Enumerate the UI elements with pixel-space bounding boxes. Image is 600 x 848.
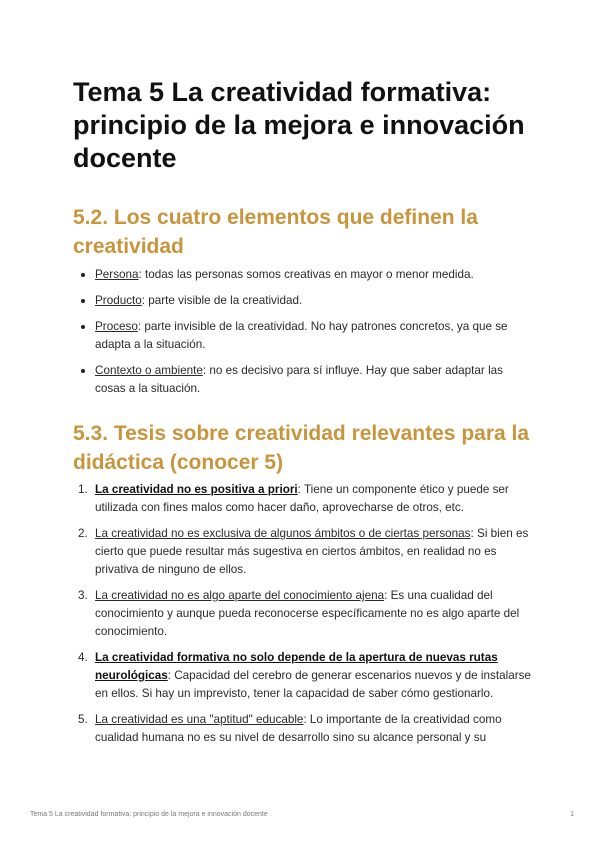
thesis-list — [73, 481, 533, 755]
list-item-term: Persona — [95, 268, 139, 281]
list-item — [73, 711, 533, 747]
list-item-text: : todas las personas somos creativas en mayor o menor medida. — [138, 268, 474, 281]
list-item-term: Proceso — [95, 320, 138, 333]
page-number: 1 — [570, 811, 574, 818]
list-item-term: La creatividad no es exclusiva de algunos ámbitos o de ciertas personas — [95, 527, 471, 540]
list-item-term: La creatividad formativa no solo depende de la apertura de nuevas rutas neurológicas — [95, 651, 498, 682]
list-item-text: : Es una cualidad del conocimiento y aunque pueda reconocerse específicamente no es algo aparte del conocimiento. — [95, 589, 520, 638]
list-item-number: 4. — [78, 651, 88, 664]
list-item-text: : Tiene un componente ético y puede ser utilizada con fines malos como hacer daño, aprovecharse de otros, etc. — [95, 483, 509, 514]
list-item — [73, 481, 533, 517]
section-heading-5-2: 5.2. Los cuatro elementos que definen la creatividad — [73, 206, 478, 258]
list-item-number: 1. — [78, 483, 88, 496]
section-heading-5-3: 5.3. Tesis sobre creatividad relevantes para la didáctica (conocer 5) — [73, 422, 530, 474]
list-item-text: : no es decisivo para sí influye. Hay que saber adaptar las cosas a la situación. — [95, 364, 504, 395]
list-item-term: Producto — [95, 294, 142, 307]
list-item-number: 3. — [78, 589, 88, 602]
list-item-text: : Capacidad del cerebro de generar escenarios nuevos y de instalarse en ellos. Si hay un imprevisto, tener la capacidad de saber cómo gestionarlo. — [95, 669, 531, 700]
list-item — [73, 318, 533, 354]
list-item-text: : Lo importante de la creatividad como cualidad humana no es su nivel de desarrollo sino su alcance personal y su — [95, 713, 502, 744]
list-item — [73, 362, 533, 398]
list-item-term: La creatividad es una "aptitud" educable — [95, 713, 304, 726]
list-item-text: : Si bien es cierto que puede resultar más sugestiva en ciertos ámbitos, en realidad no es privativa de ninguno de ellos. — [95, 527, 529, 576]
list-item — [73, 266, 533, 284]
list-item-number: 2. — [78, 527, 88, 540]
elements-list — [73, 266, 533, 406]
list-item-text: : parte visible de la creatividad. — [141, 294, 303, 307]
list-item — [73, 649, 533, 703]
list-item-term: Contexto o ambiente — [95, 364, 203, 377]
page-footer — [30, 811, 574, 818]
list-item — [73, 587, 533, 641]
list-item — [73, 525, 533, 579]
list-item — [73, 292, 533, 310]
footer-title: Tema 5 La creatividad formativa: principio de la mejora e innovación docente — [30, 811, 268, 818]
list-item-text: : parte invisible de la creatividad. No hay patrones concretos, ya que se adapta a la situación. — [95, 320, 508, 351]
document-title: Tema 5 La creatividad formativa: principio de la mejora e innovación docente — [73, 77, 525, 173]
list-item-term: La creatividad no es algo aparte del conocimiento ajena — [95, 589, 385, 602]
list-item-term: La creatividad no es positiva a priori — [95, 483, 298, 496]
list-item-number: 5. — [78, 713, 88, 726]
